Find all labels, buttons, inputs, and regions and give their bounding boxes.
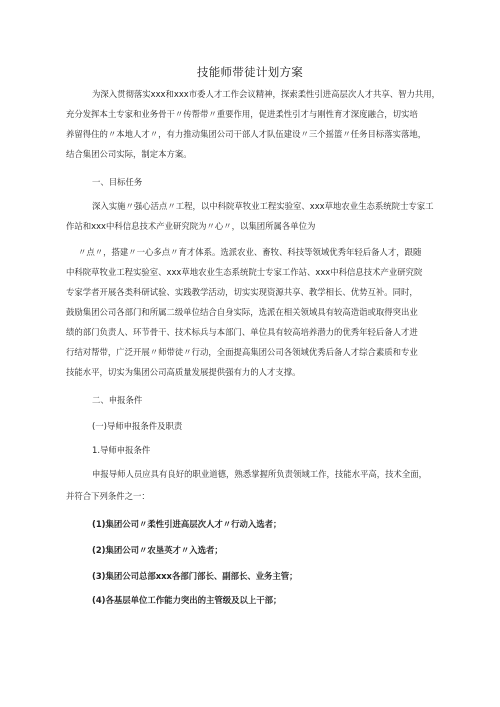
condition-item-3: (3)集团公司总部xxx各部门部长、副部长、业务主管； — [92, 571, 298, 581]
intro-line-2: 充分发挥本土专家和业务骨干〃传帮带〃重要作用，促进柔性引才与刚性育才深度融合，切实培 — [66, 109, 418, 119]
section1-line-3: 〃点〃，搭建〃一心多点〃育才体系。选派农业、畜牧、科技等领域优秀年轻后备人才，跟随 — [78, 247, 422, 257]
item1-line-2: 并符合下列条件之一： — [66, 491, 150, 501]
condition-item-1: (1)集团公司〃柔性引进高层次人才〃行动入选者； — [92, 519, 282, 529]
condition-item-4: (4)各基层单位工作能力突出的主管级及以上干部； — [92, 595, 282, 605]
subsection-heading-mentor: (一)导师申报条件及职责 — [92, 421, 183, 431]
item-heading-mentor-conditions: 1.导师申报条件 — [92, 445, 151, 455]
intro-line-4: 结合集团公司实际，制定本方案。 — [66, 149, 192, 159]
section-heading-conditions: 二、申报条件 — [92, 395, 143, 405]
document-title: 技能师带徒计划方案 — [196, 65, 304, 79]
section1-line-5: 专家学者开展各类科研试验、实践教学活动，切实实现资源共享、教学相长、优势互补。同时， — [66, 287, 418, 297]
intro-line-1: 为深入贯彻落实xxx和xxx市委人才工作会议精神，探索柔性引进高层次人才共享、智力共用， — [92, 89, 440, 99]
intro-line-3: 养留得住的〃本地人才〃，有力推动集团公司干部人才队伍建设〃三个摇篮〃任务目标落实落地， — [66, 129, 427, 139]
item1-line-1: 申报导师人员应具有良好的职业道德，熟悉掌握所负责领域工作，技能水平高，技术全面， — [92, 469, 427, 479]
section1-line-9: 技能水平，切实为集团公司高质量发展提供强有力的人才支撑。 — [66, 367, 301, 377]
section1-line-6: 鼓励集团公司各部门和所属二级单位结合自身实际，选派在相关领域具有较高造诣或取得突出业 — [66, 307, 418, 317]
section1-line-8: 行结对帮带，广泛开展〃师带徒〃行动，全面提高集团公司各领域优秀后备人才综合素质和专业 — [66, 347, 418, 357]
section1-line-2: 作站和xxx中科信息技术产业研究院为〃心〃，以集团所属各单位为 — [66, 221, 316, 231]
section1-line-4: 中科院草牧业工程实验室、xxx草地农业生态系统院士专家工作站、xxx中科信息技术产业研究院 — [66, 267, 423, 277]
condition-item-2: (2)集团公司〃农垦英才〃入选者； — [92, 545, 223, 555]
section1-line-1: 深入实施〃强心活点〃工程，以中科院草牧业工程实验室、xxx草地农业生态系统院士专家工 — [92, 201, 434, 211]
section-heading-goals: 一、目标任务 — [92, 177, 143, 187]
section1-line-7: 绩的部门负责人、环节骨干、技术标兵与本部门、单位具有较高培养潜力的优秀年轻后备人才进 — [66, 327, 418, 337]
